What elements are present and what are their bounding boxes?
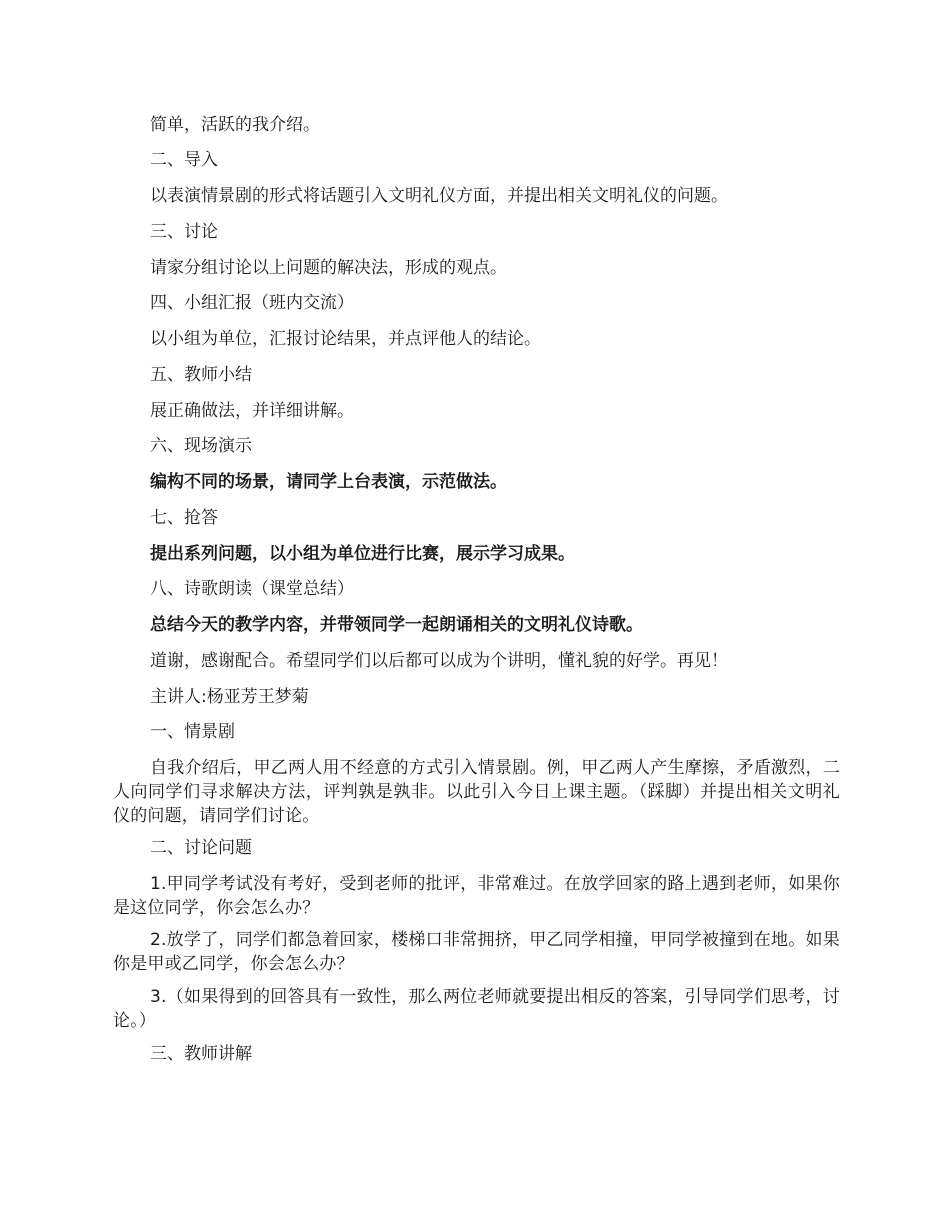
closing-text: 道谢，感谢配合。希望同学们以后都可以成为个讲明，懂礼貌的好学。再见！	[150, 651, 728, 671]
import-text: 以表演情景剧的形式将话题引入文明礼仪方面，并提出相关文明礼仪的问题。	[150, 186, 728, 206]
presenters-line: 主讲人:杨亚芳王梦菊	[150, 687, 309, 707]
question-3: 3.（如果得到的回答具有一致性，那么两位老师就要提出相反的答案，引导同学们思考，讨论。）	[113, 987, 840, 1031]
quiz-text: 提出系列问题，以小组为单位进行比赛，展示学习成果。	[150, 544, 575, 564]
section-heading-group-report: 四、小组汇报（班内交流）	[150, 293, 354, 313]
discussion-text: 请家分组讨论以上问题的解决法，形成的观点。	[150, 258, 507, 278]
section-heading-teacher-summary: 五、教师小结	[150, 365, 252, 385]
section-heading-questions: 二、讨论问题	[150, 838, 252, 858]
poem-text: 总结今天的教学内容，并带领同学一起朗诵相关的文明礼仪诗歌。	[150, 615, 643, 635]
question-2: 2.放学了，同学们都急着回家，楼梯口非常拥挤，甲乙同学相撞，甲同学被撞到在地。如果你是甲或乙同学，你会怎么办？	[113, 930, 840, 974]
skit-paragraph: 自我介绍后，甲乙两人用不经意的方式引入情景剧。例，甲乙两人产生摩擦，矛盾激烈，二人向同学们寻求解决方法，评判孰是孰非。以此引入今日上课主题。（踩脚）并提出相关文明礼仪的问题，请同学们讨论。	[113, 758, 840, 826]
question-1: 1.甲同学考试没有考好，受到老师的批评，非常难过。在放学回家的路上遇到老师，如果你是这位同学，你会怎么办？	[113, 874, 840, 918]
section-heading-quiz: 七、抢答	[150, 508, 218, 528]
section-heading-import: 二、导入	[150, 150, 218, 170]
section-heading-discussion: 三、讨论	[150, 222, 218, 242]
teacher-summary-text: 展正确做法，并详细讲解。	[150, 401, 354, 421]
demo-text: 编构不同的场景，请同学上台表演，示范做法。	[150, 472, 507, 492]
section-heading-skit: 一、情景剧	[150, 722, 235, 742]
group-report-text: 以小组为单位，汇报讨论结果，并点评他人的结论。	[150, 329, 541, 349]
section-heading-explanation: 三、教师讲解	[150, 1044, 252, 1064]
section-heading-demo: 六、现场演示	[150, 436, 252, 456]
section-heading-poem: 八、诗歌朗读（课堂总结）	[150, 579, 354, 599]
intro-line: 简单，活跃的我介绍。	[150, 115, 320, 135]
